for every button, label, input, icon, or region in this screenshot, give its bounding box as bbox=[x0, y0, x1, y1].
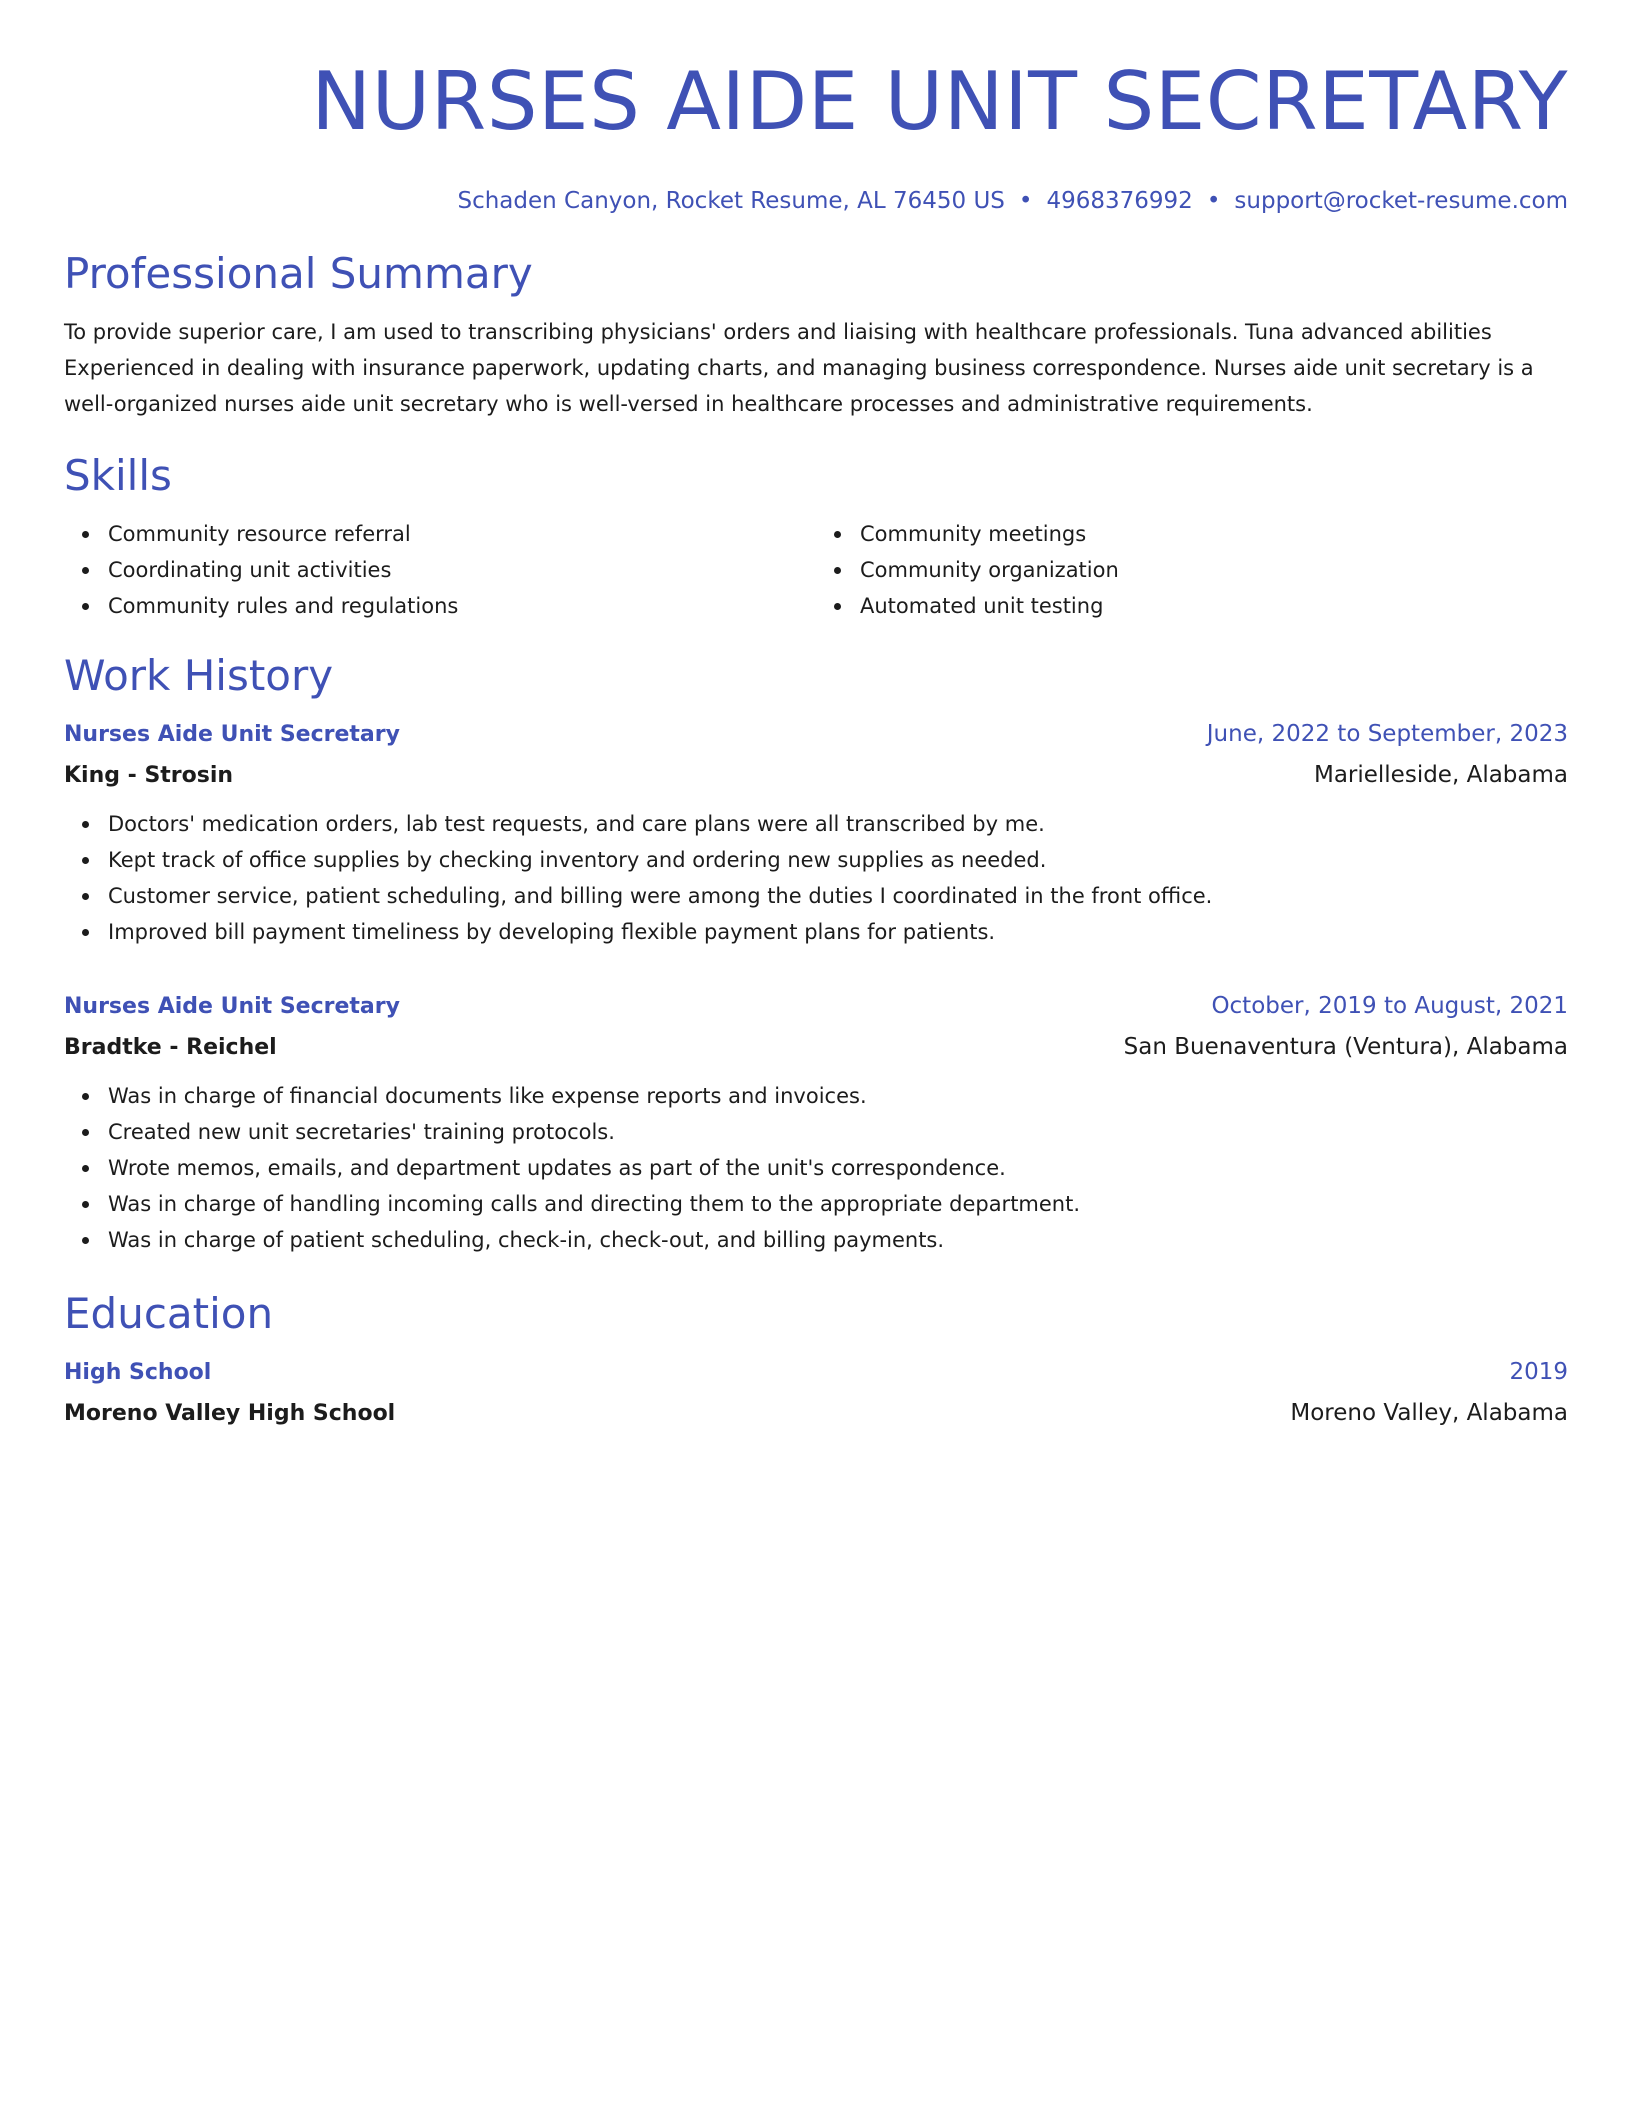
job-title: Nurses Aide Unit Secretary bbox=[64, 722, 400, 747]
summary-heading: Professional Summary bbox=[64, 249, 533, 298]
job-duty-item: Created new unit secretaries' training protocols. bbox=[108, 1114, 1568, 1150]
contact-address: Schaden Canyon, Rocket Resume, AL 76450 US bbox=[457, 188, 1005, 214]
education-entry bbox=[64, 1354, 1568, 1432]
company-name: Bradtke - Reichel bbox=[64, 1035, 277, 1060]
job-dates: June, 2022 to September, 2023 bbox=[1206, 721, 1568, 747]
work-history-heading: Work History bbox=[64, 651, 334, 700]
contact-separator: • bbox=[1018, 188, 1033, 214]
work-entry-subheader bbox=[64, 1025, 1568, 1066]
summary-text: To provide superior care, I am used to transcribing physicians' orders and liaising with healthcare professionals. Tuna advanced abilities Experienced in dealing with insurance paperwork, updating charts, and managing business correspondence. Nurses aide unit secretary is a well-organized nurses aide unit secretary who is well-versed in healthcare processes and administrative requirements. bbox=[64, 320, 1534, 416]
job-duty-item: Was in charge of handling incoming calls and directing them to the appropriate department. bbox=[108, 1186, 1568, 1222]
job-title: Nurses Aide Unit Secretary bbox=[64, 994, 400, 1019]
job-dates: October, 2019 to August, 2021 bbox=[1211, 993, 1568, 1019]
job-location: San Buenaventura (Ventura), Alabama bbox=[1123, 1034, 1568, 1060]
skill-item: Community resource referral bbox=[108, 516, 816, 552]
job-duty-item: Improved bill payment timeliness by developing flexible payment plans for patients. bbox=[108, 914, 1568, 950]
skills-grid bbox=[64, 516, 1568, 624]
skill-item: Automated unit testing bbox=[860, 588, 1568, 624]
skill-item: Community meetings bbox=[860, 516, 1568, 552]
contact-separator: • bbox=[1206, 188, 1221, 214]
education-entry-subheader bbox=[64, 1391, 1568, 1432]
contact-line bbox=[64, 186, 1568, 216]
skills-column-right bbox=[816, 516, 1568, 624]
work-entry bbox=[64, 716, 1568, 950]
job-duty-item: Doctors' medication orders, lab test requests, and care plans were all transcribed by me. bbox=[108, 806, 1568, 842]
job-duties-list bbox=[64, 806, 1568, 950]
skill-item: Community rules and regulations bbox=[108, 588, 816, 624]
education-heading: Education bbox=[64, 1289, 274, 1338]
contact-phone: 4968376992 bbox=[1046, 188, 1193, 214]
contact-email[interactable]: support@rocket-resume.com bbox=[1234, 188, 1568, 214]
job-duty-item: Customer service, patient scheduling, and billing were among the duties I coordinated in the front office. bbox=[108, 878, 1568, 914]
job-duty-item: Kept track of office supplies by checking inventory and ordering new supplies as needed. bbox=[108, 842, 1568, 878]
job-duty-item: Was in charge of financial documents like expense reports and invoices. bbox=[108, 1078, 1568, 1114]
education-entry-header bbox=[64, 1354, 1568, 1391]
work-entry bbox=[64, 988, 1568, 1258]
school-name: Moreno Valley High School bbox=[64, 1401, 396, 1426]
resume-name: NURSES AIDE UNIT SECRETARY bbox=[311, 55, 1568, 148]
job-duty-item: Wrote memos, emails, and department updates as part of the unit's correspondence. bbox=[108, 1150, 1568, 1186]
job-location: Marielleside, Alabama bbox=[1313, 762, 1568, 788]
job-duties-list bbox=[64, 1078, 1568, 1258]
job-duty-item: Was in charge of patient scheduling, check-in, check-out, and billing payments. bbox=[108, 1222, 1568, 1258]
skills-heading: Skills bbox=[64, 451, 172, 500]
skills-column-left bbox=[64, 516, 816, 624]
degree: High School bbox=[64, 1360, 212, 1385]
skill-item: Community organization bbox=[860, 552, 1568, 588]
skill-item: Coordinating unit activities bbox=[108, 552, 816, 588]
graduation-year: 2019 bbox=[1509, 1359, 1568, 1385]
work-entry-subheader bbox=[64, 753, 1568, 794]
company-name: King - Strosin bbox=[64, 763, 234, 788]
work-entry-header bbox=[64, 716, 1568, 753]
school-location: Moreno Valley, Alabama bbox=[1290, 1400, 1568, 1426]
work-entry-header bbox=[64, 988, 1568, 1025]
